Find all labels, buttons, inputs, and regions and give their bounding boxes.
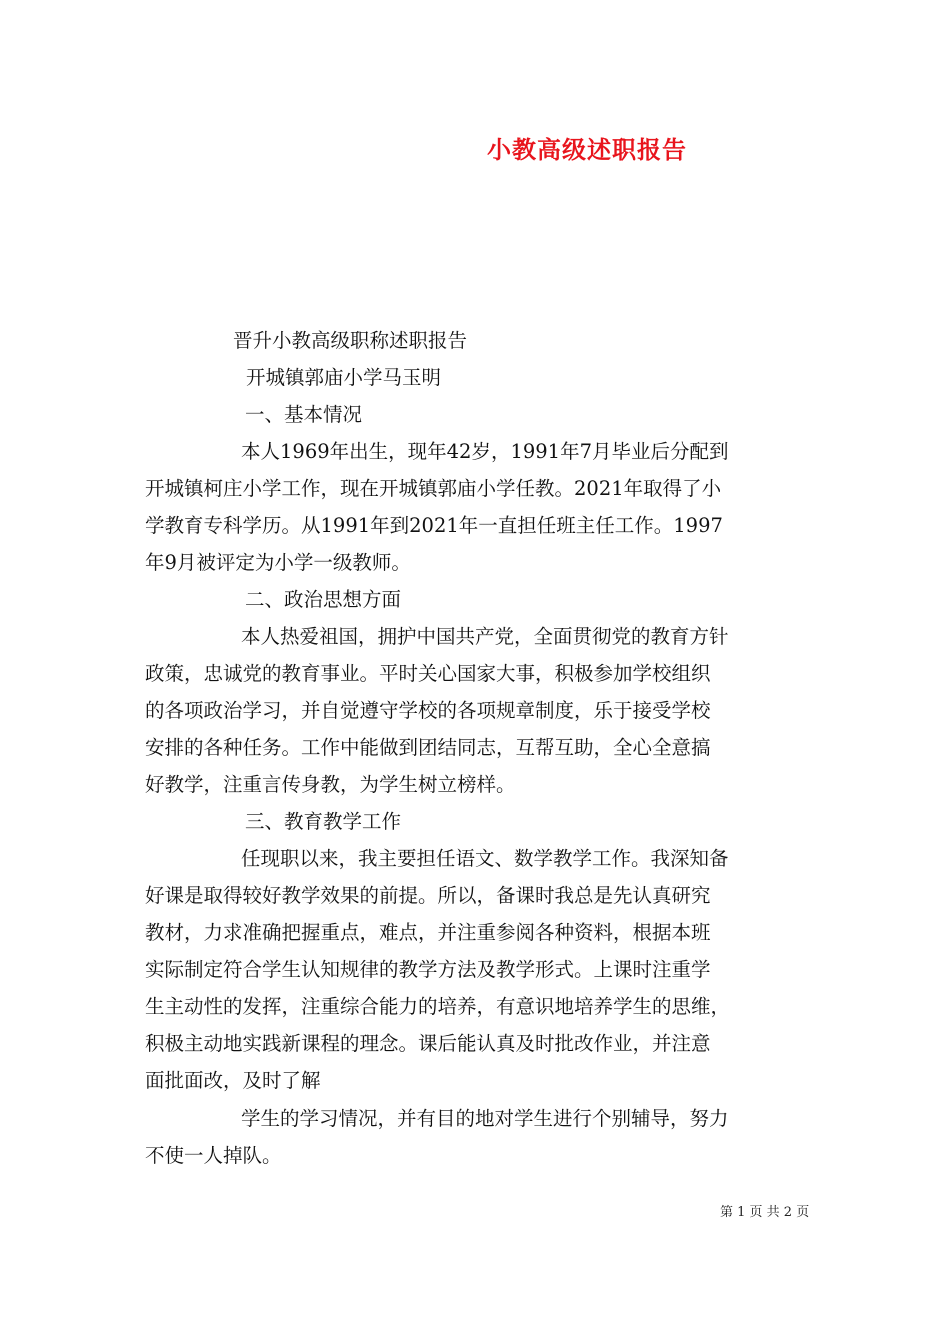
paragraph-line: 开城镇柯庄小学工作，现在开城镇郭庙小学任教。2021年取得了小 [145, 477, 722, 500]
document-title: 小教高级述职报告 [487, 135, 687, 164]
paragraph-line: 年9月被评定为小学一级教师。 [145, 551, 411, 574]
document-body [145, 322, 807, 1174]
paragraph-line: 好课是取得较好教学效果的前提。所以，备课时我总是先认真研究 [145, 884, 711, 907]
paragraph-line: 教材，力求准确把握重点，难点，并注重参阅各种资料，根据本班 [145, 921, 711, 944]
paragraph-line: 本人热爱祖国，拥护中国共产党，全面贯彻党的教育方针 [241, 625, 729, 648]
page-number: 第 1 页 共 2 页 [720, 1205, 810, 1220]
paragraph-line: 实际制定符合学生认知规律的教学方法及教学形式。上课时注重学 [145, 958, 711, 981]
paragraph-line: 安排的各种任务。工作中能做到团结同志，互帮互助，全心全意搞 [145, 736, 711, 759]
paragraph-line: 的各项政治学习，并自觉遵守学校的各项规章制度，乐于接受学校 [145, 699, 711, 722]
paragraph-line: 本人1969年出生，现年42岁，1991年7月毕业后分配到 [241, 440, 729, 463]
paragraph-line: 不使一人掉队。 [145, 1144, 282, 1167]
section-heading: 二、政治思想方面 [245, 588, 402, 611]
paragraph-line: 任现职以来，我主要担任语文、数学教学工作。我深知备 [241, 847, 729, 870]
paragraph-line: 学教育专科学历。从1991年到2021年一直担任班主任工作。1997 [145, 514, 723, 537]
paragraph-line: 生主动性的发挥，注重综合能力的培养，有意识地培养学生的思维， [145, 995, 731, 1018]
section-heading: 一、基本情况 [245, 403, 363, 426]
section-heading: 三、教育教学工作 [245, 810, 402, 833]
document-subtitle: 晋升小教高级职称述职报告 [233, 329, 468, 352]
paragraph-line: 面批面改，及时了解 [145, 1069, 321, 1092]
paragraph-line: 政策，忠诚党的教育事业。平时关心国家大事，积极参加学校组织 [145, 662, 711, 685]
paragraph-line: 积极主动地实践新课程的理念。课后能认真及时批改作业，并注意 [145, 1032, 711, 1055]
paragraph-line: 学生的学习情况，并有目的地对学生进行个别辅导，努力 [241, 1107, 729, 1130]
paragraph-line: 好教学，注重言传身教，为学生树立榜样。 [145, 773, 516, 796]
author-line: 开城镇郭庙小学马玉明 [246, 366, 442, 389]
